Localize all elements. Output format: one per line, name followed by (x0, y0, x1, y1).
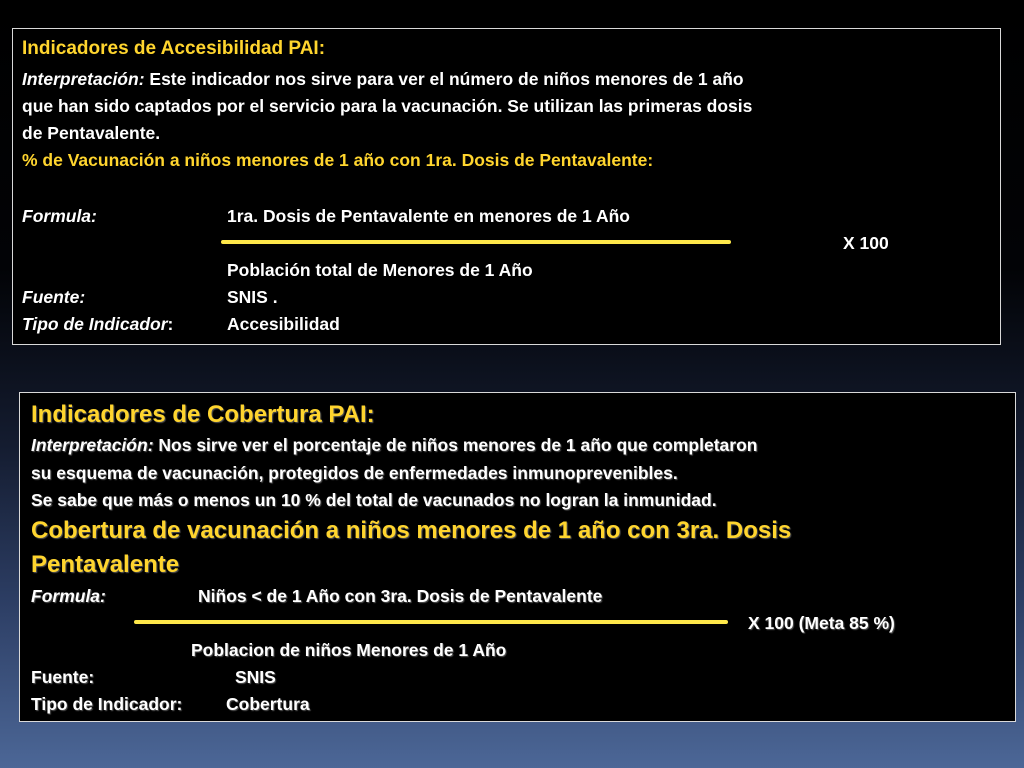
cobertura-tipo-label: Tipo de Indicador: (31, 694, 183, 714)
cobertura-title: Indicadores de Cobertura PAI: (31, 401, 375, 428)
accesibilidad-numerator: 1ra. Dosis de Pentavalente en menores de 1 Año (227, 206, 630, 226)
cobertura-highlight-line2: Pentavalente (31, 551, 180, 578)
accesibilidad-highlight: % de Vacunación a niños menores de 1 año con 1ra. Dosis de Pentavalente: (22, 150, 654, 170)
accesibilidad-tipo-label: Tipo de Indicador (22, 314, 168, 334)
cobertura-fuente-value: SNIS (235, 667, 276, 687)
accesibilidad-multiplier: X 100 (843, 233, 889, 253)
cobertura-numerator: Niños < de 1 Año con 3ra. Dosis de Pentavalente (198, 586, 603, 606)
accesibilidad-title: Indicadores de Accesibilidad PAI: (22, 38, 326, 59)
cobertura-fuente-label: Fuente: (31, 667, 95, 687)
cobertura-interp-text1: Nos sirve ver el porcentaje de niños menores de 1 año que completaron (153, 435, 758, 455)
accesibilidad-interp-text1: Este indicador nos sirve para ver el número de niños menores de 1 año (144, 69, 744, 89)
accesibilidad-tipo-row (22, 314, 173, 335)
cobertura-highlight-line1: Cobertura de vacunación a niños menores de 1 año con 3ra. Dosis (31, 517, 792, 544)
accesibilidad-fuente-value: SNIS . (227, 287, 278, 307)
accesibilidad-interp-label: Interpretación: (22, 69, 145, 89)
accesibilidad-formula-label: Formula: (22, 206, 97, 226)
accesibilidad-interp-line3: de Pentavalente. (22, 123, 161, 143)
accesibilidad-fraction-bar (221, 240, 731, 244)
accesibilidad-interp-line2: que han sido captados por el servicio para la vacunación. Se utilizan las primeras dosis (22, 96, 753, 116)
accesibilidad-fuente-label: Fuente: (22, 287, 86, 307)
cobertura-interp-label: Interpretación: (31, 435, 154, 455)
cobertura-multiplier: X 100 (Meta 85 %) (748, 613, 895, 633)
cobertura-tipo-value: Cobertura (226, 694, 310, 714)
accesibilidad-tipo-value: Accesibilidad (227, 314, 340, 334)
cobertura-fraction-bar (134, 620, 728, 624)
cobertura-interp-line2: su esquema de vacunación, protegidos de enfermedades inmunoprevenibles. (31, 463, 678, 483)
accesibilidad-interp-line1 (22, 69, 744, 90)
cobertura-panel (19, 392, 1016, 722)
accesibilidad-tipo-colon: : (167, 314, 174, 334)
cobertura-interp-line3: Se sabe que más o menos un 10 % del total de vacunados no logran la inmunidad. (31, 490, 717, 510)
accesibilidad-denominator: Población total de Menores de 1 Año (227, 260, 533, 280)
cobertura-formula-label: Formula: (31, 586, 106, 606)
cobertura-denominator: Poblacion de niños Menores de 1 Año (191, 640, 507, 660)
cobertura-interp-line1 (31, 435, 757, 456)
accesibilidad-panel (12, 28, 1001, 345)
